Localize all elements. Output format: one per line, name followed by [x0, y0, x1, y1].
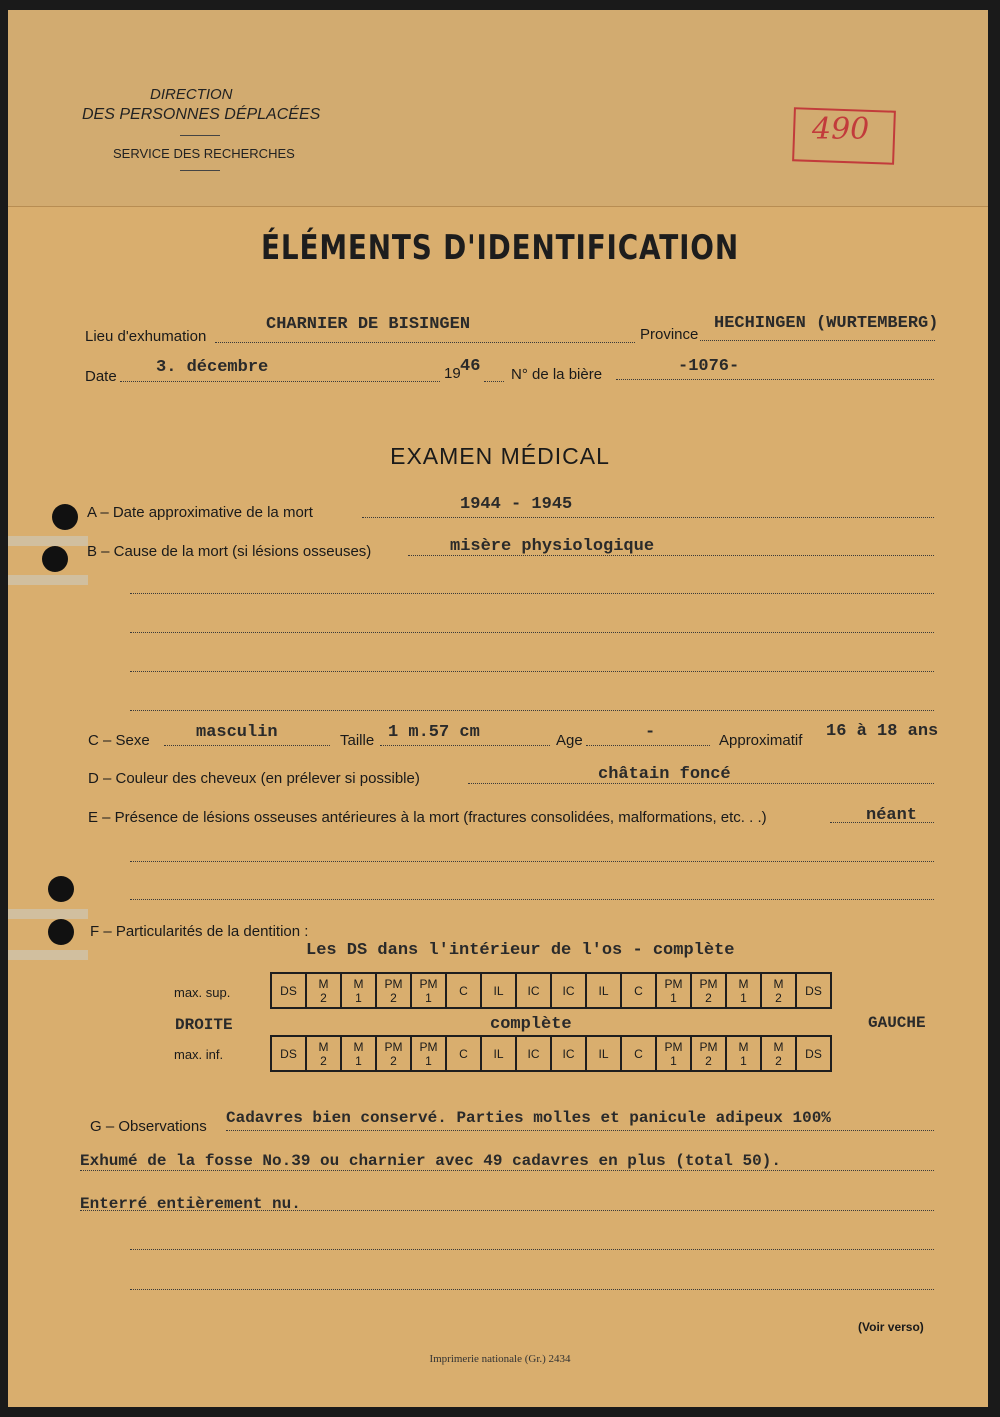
- tooth-label: PM: [384, 1039, 403, 1054]
- tooth-label: IC: [562, 1046, 575, 1061]
- tooth-index: 2: [390, 990, 397, 1005]
- province-label: Province: [640, 326, 699, 343]
- date-label: Date: [85, 368, 117, 385]
- dotted-line: [164, 745, 330, 746]
- date-value: 3. décembre: [156, 358, 269, 377]
- tooth-cell: [551, 1036, 586, 1071]
- gauche-label: GAUCHE: [868, 1014, 926, 1032]
- tooth-label: DS: [805, 1046, 822, 1061]
- punch-hole: [52, 504, 78, 530]
- punch-hole-reinforcement: [8, 575, 88, 585]
- tooth-cell: [621, 973, 656, 1008]
- tooth-cell: [481, 973, 516, 1008]
- tooth-cell: [446, 973, 481, 1008]
- tooth-index: 1: [670, 1053, 677, 1068]
- tooth-index: 1: [670, 990, 677, 1005]
- tooth-label: M: [738, 1039, 749, 1054]
- observation-line-2: Exhumé de la fosse No.39 ou charnier avec 49 cadavres en plus (total 50).: [80, 1152, 781, 1170]
- dotted-line: [700, 340, 935, 341]
- tooth-label: M: [353, 976, 364, 991]
- tooth-cell: [411, 1036, 446, 1071]
- dotted-line: [130, 632, 934, 633]
- lieu-label: Lieu d'exhumation: [85, 328, 207, 345]
- punch-hole-reinforcement: [8, 950, 88, 960]
- tooth-label: M: [353, 1039, 364, 1054]
- punch-hole-reinforcement: [8, 909, 88, 919]
- tooth-index: 2: [775, 990, 782, 1005]
- tooth-cell: [446, 1036, 481, 1071]
- dotted-line: [380, 745, 550, 746]
- province-value: HECHINGEN (WURTEMBERG): [714, 314, 939, 333]
- service-title: SERVICE DES RECHERCHES: [113, 146, 295, 161]
- tooth-index: 1: [740, 990, 747, 1005]
- field-c-label: C – Sexe: [88, 732, 150, 749]
- tooth-cell: [306, 1036, 341, 1071]
- dotted-line: [130, 671, 934, 672]
- tooth-cell: [341, 973, 376, 1008]
- tooth-label: DS: [280, 983, 297, 998]
- tooth-cell: [656, 1036, 691, 1071]
- field-e-value: néant: [866, 806, 918, 825]
- biere-value: -1076-: [678, 357, 740, 376]
- tooth-index: 2: [705, 990, 712, 1005]
- tooth-label: PM: [664, 976, 683, 991]
- teeth-chart-upper: [270, 972, 832, 1009]
- field-d-value: châtain foncé: [598, 765, 731, 784]
- tooth-label: DS: [805, 983, 822, 998]
- tooth-cell: [726, 973, 761, 1008]
- dotted-line: [226, 1130, 934, 1131]
- field-f-label: F – Particularités de la dentition :: [90, 923, 309, 940]
- tooth-index: 2: [320, 990, 327, 1005]
- taille-label: Taille: [340, 732, 375, 749]
- punch-hole: [42, 546, 68, 572]
- age-label: Age: [556, 732, 583, 749]
- tooth-label: C: [634, 1046, 643, 1061]
- tooth-label: PM: [419, 1039, 438, 1054]
- tooth-cell: [796, 1036, 831, 1071]
- tooth-label: PM: [664, 1039, 683, 1054]
- page-title: ÉLÉMENTS D'IDENTIFICATION: [261, 228, 739, 268]
- divider: [180, 170, 220, 171]
- tooth-index: 1: [425, 990, 432, 1005]
- punch-hole: [48, 876, 74, 902]
- punch-hole-reinforcement: [8, 536, 88, 546]
- voir-verso: (Voir verso): [858, 1320, 924, 1334]
- tooth-cell: [376, 1036, 411, 1071]
- droite-label: DROITE: [175, 1016, 233, 1034]
- tooth-index: 2: [390, 1053, 397, 1068]
- tooth-cell: [586, 973, 621, 1008]
- tooth-cell: [726, 1036, 761, 1071]
- tooth-index: 1: [740, 1053, 747, 1068]
- tooth-cell: [516, 973, 551, 1008]
- tooth-cell: [656, 973, 691, 1008]
- tooth-label: C: [459, 983, 468, 998]
- tooth-cell: [481, 1036, 516, 1071]
- tooth-label: DS: [280, 1046, 297, 1061]
- punch-hole: [48, 919, 74, 945]
- persons-title: DES PERSONNES DÉPLACÉES: [82, 106, 321, 123]
- field-b-value: misère physiologique: [450, 537, 655, 556]
- year-value: 46: [460, 357, 481, 376]
- tooth-cell: [516, 1036, 551, 1071]
- divider: [180, 135, 220, 136]
- tooth-label: M: [773, 1039, 784, 1054]
- tooth-index: 2: [320, 1053, 327, 1068]
- tooth-label: PM: [699, 976, 718, 991]
- tooth-label: IL: [598, 983, 609, 998]
- approx-label: Approximatif: [719, 732, 803, 749]
- tooth-cell: [761, 1036, 796, 1071]
- field-g-label: G – Observations: [90, 1118, 207, 1135]
- tooth-label: M: [773, 976, 784, 991]
- observation-line-1: Cadavres bien conservé. Parties molles et panicule adipeux 100%: [226, 1109, 831, 1127]
- dotted-line: [586, 745, 710, 746]
- year-prefix: 19: [444, 365, 461, 382]
- tooth-cell: [691, 1036, 726, 1071]
- stamp-number: 490: [812, 112, 870, 147]
- field-a-label: A – Date approximative de la mort: [87, 504, 313, 521]
- tooth-label: M: [318, 976, 329, 991]
- dotted-line: [130, 593, 934, 594]
- dotted-line: [616, 379, 934, 380]
- tooth-cell: [761, 973, 796, 1008]
- dotted-line: [130, 861, 934, 862]
- taille-value: 1 m.57 cm: [388, 723, 480, 742]
- dotted-line: [130, 710, 934, 711]
- dotted-line: [215, 342, 635, 343]
- age-value: -: [645, 723, 656, 742]
- tooth-label: C: [459, 1046, 468, 1061]
- field-b-label: B – Cause de la mort (si lésions osseuses): [87, 543, 372, 560]
- tooth-index: 1: [425, 1053, 432, 1068]
- tooth-index: 2: [775, 1053, 782, 1068]
- max-inf-label: max. inf.: [174, 1047, 224, 1062]
- tooth-cell: [796, 973, 831, 1008]
- tooth-cell: [271, 973, 306, 1008]
- tooth-label: IC: [527, 983, 540, 998]
- field-a-value: 1944 - 1945: [460, 495, 573, 514]
- tooth-cell: [621, 1036, 656, 1071]
- field-f-value: Les DS dans l'intérieur de l'os - complète: [306, 941, 735, 960]
- sexe-value: masculin: [196, 723, 278, 742]
- dotted-line: [80, 1170, 934, 1171]
- tooth-index: 1: [355, 1053, 362, 1068]
- lieu-value: CHARNIER DE BISINGEN: [266, 315, 471, 334]
- tooth-label: C: [634, 983, 643, 998]
- tooth-index: 2: [705, 1053, 712, 1068]
- approx-value: 16 à 18 ans: [826, 722, 939, 741]
- tooth-cell: [691, 973, 726, 1008]
- tooth-label: PM: [384, 976, 403, 991]
- direction-title: DIRECTION: [150, 86, 233, 103]
- field-e-label: E – Présence de lésions osseuses antérieures à la mort (fractures consolidées, malformations, etc. . .): [88, 809, 767, 826]
- tooth-cell: [551, 973, 586, 1008]
- tooth-label: IC: [562, 983, 575, 998]
- tooth-label: M: [318, 1039, 329, 1054]
- field-d-label: D – Couleur des cheveux (en prélever si possible): [88, 770, 420, 787]
- middle-note: complète: [490, 1015, 572, 1034]
- tooth-label: PM: [419, 976, 438, 991]
- teeth-chart-lower: [270, 1035, 832, 1072]
- dotted-line: [484, 381, 504, 382]
- tooth-cell: [341, 1036, 376, 1071]
- biere-label: N° de la bière: [511, 366, 603, 383]
- tooth-label: PM: [699, 1039, 718, 1054]
- dotted-line: [130, 1289, 934, 1290]
- tooth-label: IC: [527, 1046, 540, 1061]
- tooth-cell: [586, 1036, 621, 1071]
- section-title: EXAMEN MÉDICAL: [390, 443, 610, 469]
- dotted-line: [130, 899, 934, 900]
- tooth-index: 1: [355, 990, 362, 1005]
- dotted-line: [130, 1249, 934, 1250]
- printer-imprint: Imprimerie nationale (Gr.) 2434: [429, 1353, 571, 1365]
- dotted-line: [362, 517, 934, 518]
- tooth-label: IL: [493, 983, 504, 998]
- tooth-cell: [271, 1036, 306, 1071]
- tooth-label: IL: [598, 1046, 609, 1061]
- max-sup-label: max. sup.: [174, 985, 231, 1000]
- tooth-cell: [306, 973, 341, 1008]
- tooth-cell: [376, 973, 411, 1008]
- tooth-label: M: [738, 976, 749, 991]
- tooth-label: IL: [493, 1046, 504, 1061]
- observation-line-3: Enterré entièrement nu.: [80, 1195, 301, 1213]
- tooth-cell: [411, 973, 446, 1008]
- dotted-line: [120, 381, 440, 382]
